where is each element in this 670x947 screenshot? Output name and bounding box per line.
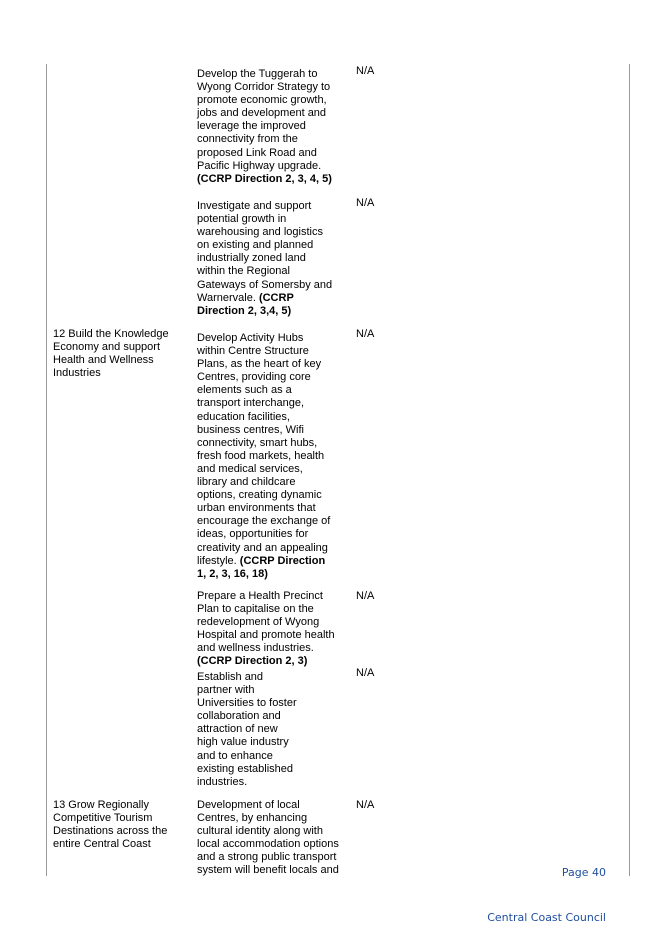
- status-cell: N/A: [356, 667, 375, 679]
- action-cell: Development of local Centres, by enhancing cultural identity along with local accommodation options and a strong public transport system will benefit locals and: [197, 799, 339, 877]
- footer-organisation: Central Coast Council: [487, 911, 606, 924]
- status-cell: N/A: [356, 799, 375, 811]
- action-cell: Establish and partner with Universities to foster collaboration and attraction of new high value industry and to enhance existing established industries.: [197, 671, 297, 788]
- action-cell: Prepare a Health Precinct Plan to capitalise on the redevelopment of Wyong Hospital and promote health and wellness industries. (CCRP Direction 2, 3): [197, 590, 335, 668]
- status-cell: N/A: [356, 590, 375, 602]
- status-cell: N/A: [356, 328, 375, 340]
- action-cell: Investigate and support potential growth in warehousing and logistics on existing and planned industrially zoned land within the Regional Gateways of Somersby and Warnervale. (CCRP Direction 2, 3,4, 5): [197, 200, 333, 317]
- action-cell: Develop the Tuggerah to Wyong Corridor Strategy to promote economic growth, jobs and development and leverage the improved connectivity from the proposed Link Road and Pacific Highway upgrade. (CCRP Direction 2, 3, 4, 5): [197, 68, 332, 185]
- objective-cell: 13 Grow Regionally Competitive Tourism Destinations across the entire Central Coast: [53, 799, 168, 851]
- table-left-border: [46, 64, 47, 876]
- page-number: Page 40: [561, 866, 606, 879]
- table-right-border: [629, 64, 630, 876]
- status-cell: N/A: [356, 197, 375, 209]
- status-cell: N/A: [356, 65, 375, 77]
- action-cell: Develop Activity Hubs within Centre Structure Plans, as the heart of key Centres, providing core elements such as a transport interchange, education facilities, business centres, Wifi connectivity, smart hubs, fresh food markets, health and medical services, library and childcare options, creating dynamic urban environments that encourage the exchange of ideas, opportunities for creativity and an appealing lifestyle. (CCRP Direction 1, 2, 3, 16, 18): [197, 332, 331, 580]
- objective-cell: 12 Build the Knowledge Economy and support Health and Wellness Industries: [53, 328, 169, 380]
